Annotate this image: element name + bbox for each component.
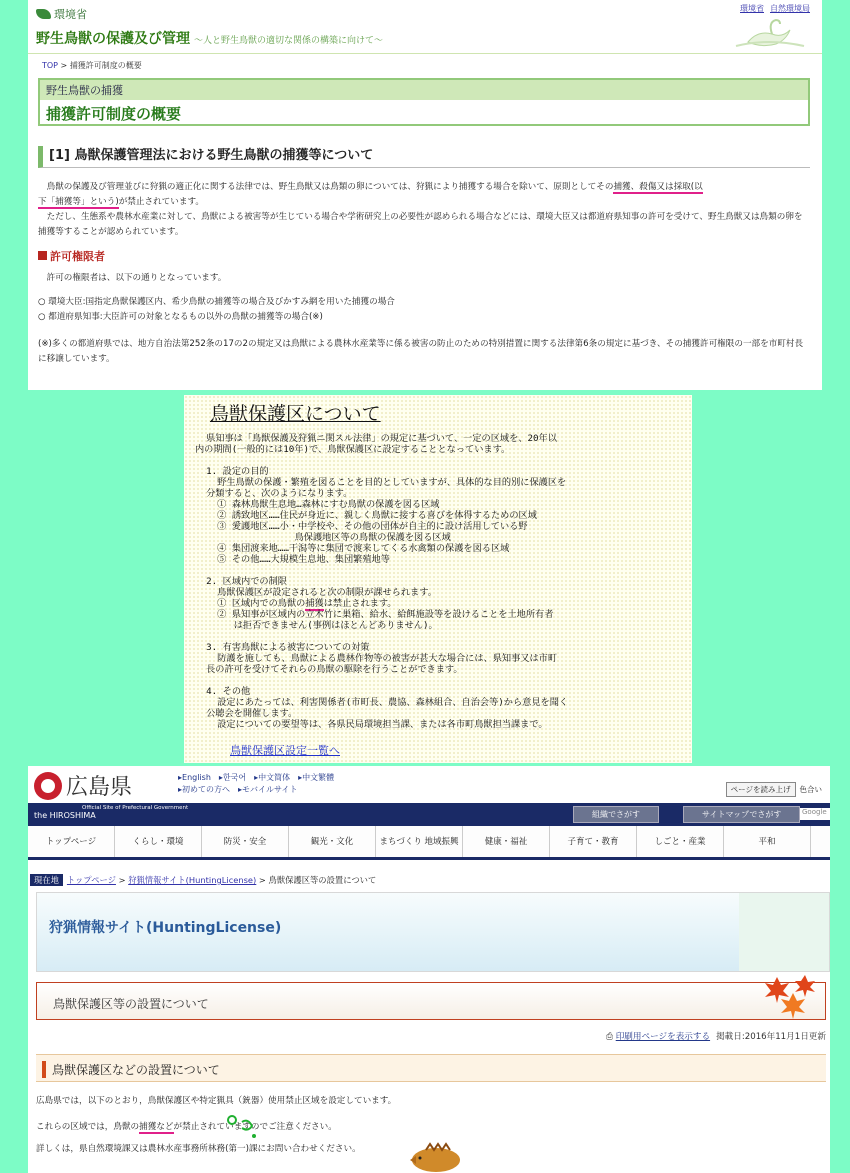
text-line: 2. 区域内での制限: [195, 576, 287, 587]
text-line: は拒否できません(事例はほとんどありません)。: [195, 620, 438, 631]
boar-icon: [406, 1140, 468, 1173]
hero-decoration: [739, 893, 829, 971]
menu-item[interactable]: 平和: [724, 826, 811, 857]
maple-leaf-icon: [753, 975, 825, 1021]
menu-item[interactable]: 防災・安全: [202, 826, 289, 857]
text-line: 公聴会を開催します。: [195, 708, 298, 719]
english-name: the HIROSHIMA: [34, 811, 96, 820]
text-line: 野生鳥獣の保護・繁殖を図ることを目的としていますが、具体的な目的別に保護区を: [195, 477, 567, 488]
menu-item[interactable]: 子育て・教育: [550, 826, 637, 857]
category-label: 野生鳥獣の捕獲: [40, 80, 808, 100]
reserve-title: 鳥獣保護区について: [210, 403, 381, 425]
read-aloud-button[interactable]: ページを読み上げ: [726, 782, 796, 797]
global-menu: [28, 826, 830, 860]
english-official: Official Site of Prefectural Government: [82, 805, 189, 811]
lang-english[interactable]: ▸English: [178, 773, 211, 782]
section-heading: [1] 鳥獣保護管理法における野生鳥獣の捕獲等について: [38, 146, 810, 168]
text-line: 県知事は「鳥獣保護及狩猟ニ関スル法律」の規定に基づいて、一定の区域を、20年以: [195, 433, 557, 444]
hiroshima-logo[interactable]: 広島県: [34, 770, 132, 801]
text-line: 長の許可を受けてそれらの鳥獣の駆除を行うことができます。: [195, 664, 463, 675]
menu-item[interactable]: 健康・福祉: [463, 826, 550, 857]
header-tools: [726, 782, 822, 797]
leaf-icon: [36, 9, 51, 19]
print-row: [606, 1030, 826, 1042]
moe-logo[interactable]: 環境省: [36, 6, 87, 22]
page-title: 鳥獣保護区等の設置について: [53, 997, 209, 1011]
text-line: 4. その他: [195, 686, 251, 697]
site-title[interactable]: 野生鳥獣の保護及び管理 ～人と野生鳥獣の適切な関係の構築に向けて～: [36, 31, 384, 47]
text-line: 設定についての要望等は、各県民局環境担当課、または各市町鳥獣担当課まで。: [195, 719, 548, 730]
crumb-current: 鳥獣保護区等の設置について: [268, 875, 377, 885]
text-line: 内の期間(一般的には10年)で、鳥獣保護区に設定することとなっています。: [195, 444, 511, 455]
text-line: [195, 455, 681, 466]
highlight-capture-2: 下「捕獲等」という): [38, 197, 119, 207]
print-link[interactable]: 印刷用ページを表示する: [615, 1032, 711, 1042]
moe-panel: [28, 0, 822, 390]
highlight-capture: 捕獲: [305, 598, 324, 609]
square-icon: [38, 251, 47, 260]
hero-title: 狩猟情報サイト(HuntingLicense): [49, 920, 282, 936]
text-line-capture: ① 区域内での鳥獣の捕獲は禁止されます。: [195, 598, 397, 609]
text-line: [195, 675, 681, 686]
printer-icon: ⎙: [606, 1032, 616, 1042]
menu-item[interactable]: しごと・産業: [637, 826, 724, 857]
auth-intro: 許可の権限者は、以下の通りとなっています。: [46, 273, 227, 283]
search-by-org-button[interactable]: 組織でさがす: [573, 806, 659, 823]
prefecture-emblem-icon: [34, 772, 62, 800]
text-line: 3. 有害鳥獣による被害についての対策: [195, 642, 370, 653]
mobile-site-link[interactable]: ▸モバイルサイト: [238, 785, 298, 794]
highlight-capture: 捕獲、殺傷又は採取(以: [613, 182, 703, 192]
breadcrumb: 現在地 トップページ > 狩猟情報サイト(HuntingLicense) > 鳥獣保護区等の設置について: [30, 874, 376, 886]
para-3: 詳しくは，県自然環境課又は農林水産事務所林務(第一)課にお問い合わせください。: [36, 1144, 361, 1154]
text-line: 設定にあたっては、利害関係者(市町長、農協、森林組合、自治会等)から意見を聞く: [195, 697, 569, 708]
swan-icon: [728, 16, 808, 50]
reserve-list-link[interactable]: 鳥獣保護区設定一覧へ: [230, 744, 340, 757]
doodle-icon: [222, 1112, 262, 1142]
text-line: ② 誘致地区……住民が身近に、親しく鳥獣に接する喜びを体得するための区域: [195, 510, 537, 521]
para-1: 鳥獣の保護及び管理並びに狩猟の適正化に関する法律では、野生鳥獣又は鳥類の卵については、狩猟により捕獲する場合を除いて、原則としてその捕獲、殺傷又は採取(以 下「捕獲等」という)が禁止されています。: [38, 182, 703, 207]
highlight-capture: 捕獲など: [139, 1122, 174, 1132]
text-line: 分類すると、次のようになります。: [195, 488, 353, 499]
auth-heading: 許可権限者: [38, 249, 806, 264]
lang-chinese-simplified[interactable]: ▸中文简体: [254, 773, 291, 782]
wildlife-reserve-panel: [184, 395, 692, 763]
text-line: [195, 631, 681, 642]
menu-item[interactable]: 観光・文化: [289, 826, 376, 857]
text-line: 1. 設定の目的: [195, 466, 269, 477]
text-line: ⑤ その他……大規模生息地、集団繁殖地等: [195, 554, 390, 565]
text-line: 鳥保護地区等の鳥獣の保護を図る区域: [195, 532, 451, 543]
link-nature-bureau[interactable]: 自然環境局: [770, 4, 810, 13]
auth-item-minister: ○ 環境大臣:国指定鳥獣保護区内、希少鳥獣の捕獲等の場合及びかすみ網を用いた捕獲の場合: [38, 297, 395, 307]
search-input[interactable]: Google: [800, 808, 830, 820]
search-bar: [28, 803, 830, 826]
hero-banner: [36, 892, 830, 972]
crumb-hunting[interactable]: 狩猟情報サイト(HuntingLicense): [128, 875, 257, 885]
hiroshima-panel: [28, 766, 830, 1173]
crumb-current: 捕獲許可制度の概要: [69, 61, 142, 70]
language-links: [178, 772, 342, 796]
lang-chinese-traditional[interactable]: ▸中文繁體: [298, 773, 335, 782]
text-block-2: [195, 609, 681, 730]
here-label: 現在地: [30, 874, 63, 886]
crumb-top[interactable]: トップページ: [66, 875, 116, 885]
title-box: [38, 78, 810, 126]
section-body: [38, 180, 806, 367]
para-1: 広島県では，以下のとおり，鳥獣保護区や特定猟具（銃器）使用禁止区域を設定しています。: [36, 1096, 397, 1106]
reserve-text: [195, 433, 681, 730]
site-tagline: ～人と野生鳥獣の適切な関係の構築に向けて～: [194, 36, 384, 46]
menu-item[interactable]: くらし・環境: [115, 826, 202, 857]
text-line: ③ 愛護地区……小・中学校や、その他の団体が自主的に設け活用している野: [195, 521, 528, 532]
text-line: [195, 565, 681, 576]
para-2: ただし、生態系や農林水産業に対して、鳥獣による被害等が生じている場合や学術研究上の必要性が認められる場合などには、環境大臣又は都道府県知事の許可を受けて、野生鳥獣又は鳥類の卵を捕獲等することが認められています。: [38, 212, 803, 237]
text-block-1: [195, 433, 681, 598]
note: (※)多くの都道府県では、地方自治法第252条の17の2の規定又は鳥獣による農林水産業等に係る被害の防止のための特別措置に関する法律第6条の規定に基づき、その捕獲許可権限の一部を市町村長に移譲しています。: [38, 339, 804, 364]
section-header: 鳥獣保護区などの設置について: [36, 1054, 826, 1082]
moe-header: [28, 0, 822, 54]
menu-item[interactable]: まちづくり 地域振興: [376, 826, 463, 857]
page-title-bar: [36, 982, 826, 1020]
top-links: [734, 3, 810, 14]
first-time-link[interactable]: ▸初めての方へ: [178, 785, 231, 794]
page-title: 捕獲許可制度の概要: [46, 105, 182, 123]
para-2: これらの区域では，鳥獣の捕獲などが禁止されていますのでご注意ください。: [36, 1122, 337, 1132]
text-line: 防護を施しても、鳥獣による農林作物等の被害が甚大な場合には、県知事又は市町: [195, 653, 558, 664]
link-moe[interactable]: 環境省: [740, 4, 764, 13]
crumb-top[interactable]: TOP: [42, 61, 59, 70]
breadcrumb: TOP > 捕獲許可制度の概要: [42, 61, 142, 70]
published-date: 掲載日:2016年11月1日更新: [716, 1032, 826, 1042]
color-label: 色合い: [799, 785, 822, 794]
sitemap-button[interactable]: サイトマップでさがす: [683, 806, 800, 823]
auth-item-governor: ○ 都道府県知事:大臣許可の対象となるもの以外の鳥獣の捕獲等の場合(※): [38, 312, 323, 322]
text-line: ① 森林鳥獣生息地…森林にすむ鳥獣の保護を図る区域: [195, 499, 440, 510]
hiroshima-header: [28, 766, 830, 803]
text-line: ④ 集団渡来地……干潟等に集団で渡来してくる水禽類の保護を図る区域: [195, 543, 510, 554]
lang-korean[interactable]: ▸한국어: [218, 773, 247, 782]
menu-item[interactable]: トップページ: [28, 826, 115, 857]
text-line: 鳥獣保護区が設定されると次の制限が課せられます。: [195, 587, 437, 598]
text-line: ② 県知事が区域内の立木竹に巣箱、給水、給餌施設等を設けることを土地所有者: [195, 609, 554, 620]
